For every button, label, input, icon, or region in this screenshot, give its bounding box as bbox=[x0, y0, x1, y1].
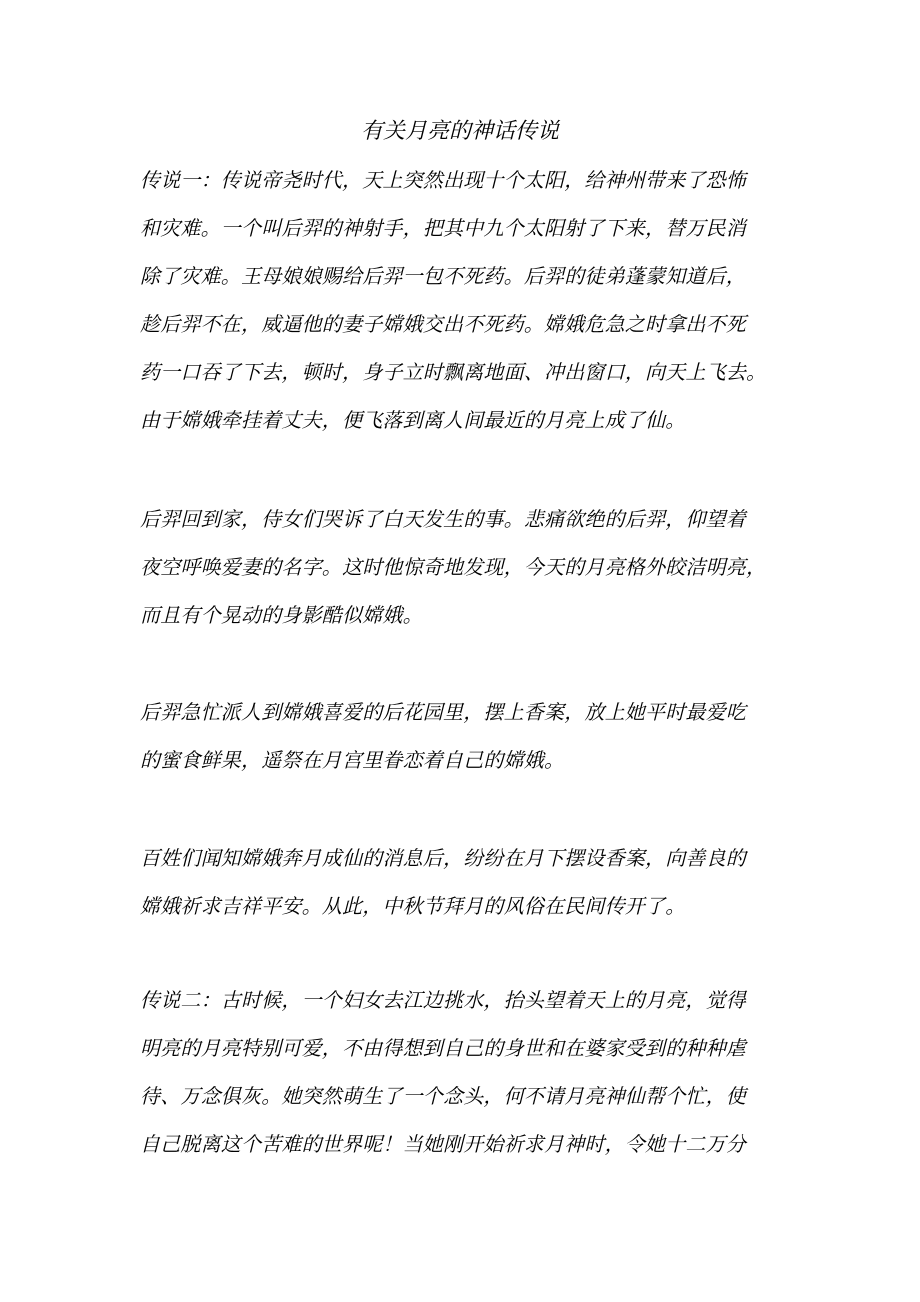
text-line: 的蜜食鲜果，遥祭在月宫里眷恋着自己的嫦娥。 bbox=[140, 748, 565, 772]
text-line: 明亮的月亮特别可爱，不由得想到自己的身世和在婆家受到的种种虐 bbox=[140, 1036, 746, 1060]
page-title: 有关月亮的神话传说 bbox=[360, 119, 559, 144]
text-line: 自己脱离这个苦难的世界呢！当她刚开始祈求月神时，令她十二万分 bbox=[140, 1132, 746, 1156]
text-line: 和灾难。一个叫后羿的神射手，把其中九个太阳射了下来，替万民消 bbox=[140, 216, 746, 240]
text-line: 趁后羿不在，威逼他的妻子嫦娥交出不死药。嫦娥危急之时拿出不死 bbox=[140, 312, 746, 336]
text-line: 传说一：传说帝尧时代，天上突然出现十个太阳，给神州带来了恐怖 bbox=[140, 168, 746, 192]
text-line: 百姓们闻知嫦娥奔月成仙的消息后，纷纷在月下摆设香案，向善良的 bbox=[140, 846, 746, 870]
text-line: 夜空呼唤爱妻的名字。这时他惊奇地发现，今天的月亮格外皎洁明亮， bbox=[140, 555, 767, 579]
text-line: 嫦娥祈求吉祥平安。从此，中秋节拜月的风俗在民间传开了。 bbox=[140, 894, 686, 918]
text-line: 由于嫦娥牵挂着丈夫，便飞落到离人间最近的月亮上成了仙。 bbox=[140, 408, 686, 432]
paragraph-legend-one bbox=[140, 156, 784, 444]
text-line: 药一口吞了下去，顿时，身子立时飘离地面、冲出窗口，向天上飞去。 bbox=[140, 360, 767, 384]
text-line: 而且有个晃动的身影酷似嫦娥。 bbox=[140, 603, 423, 627]
text-line: 后羿急忙派人到嫦娥喜爱的后花园里，摆上香案，放上她平时最爱吃 bbox=[140, 700, 746, 724]
paragraph-houyi-returns bbox=[140, 495, 784, 639]
text-line: 传说二：古时候，一个妇女去江边挑水，抬头望着天上的月亮，觉得 bbox=[140, 988, 746, 1012]
paragraph-legend-two bbox=[140, 976, 784, 1168]
text-line: 后羿回到家，侍女们哭诉了白天发生的事。悲痛欲绝的后羿，仰望着 bbox=[140, 507, 746, 531]
paragraph-custom bbox=[140, 834, 784, 930]
text-line: 除了灾难。王母娘娘赐给后羿一包不死药。后羿的徒弟蓬蒙知道后， bbox=[140, 264, 746, 288]
paragraph-offering bbox=[140, 688, 784, 784]
text-line: 待、万念俱灰。她突然萌生了一个念头，何不请月亮神仙帮个忙，使 bbox=[140, 1084, 746, 1108]
